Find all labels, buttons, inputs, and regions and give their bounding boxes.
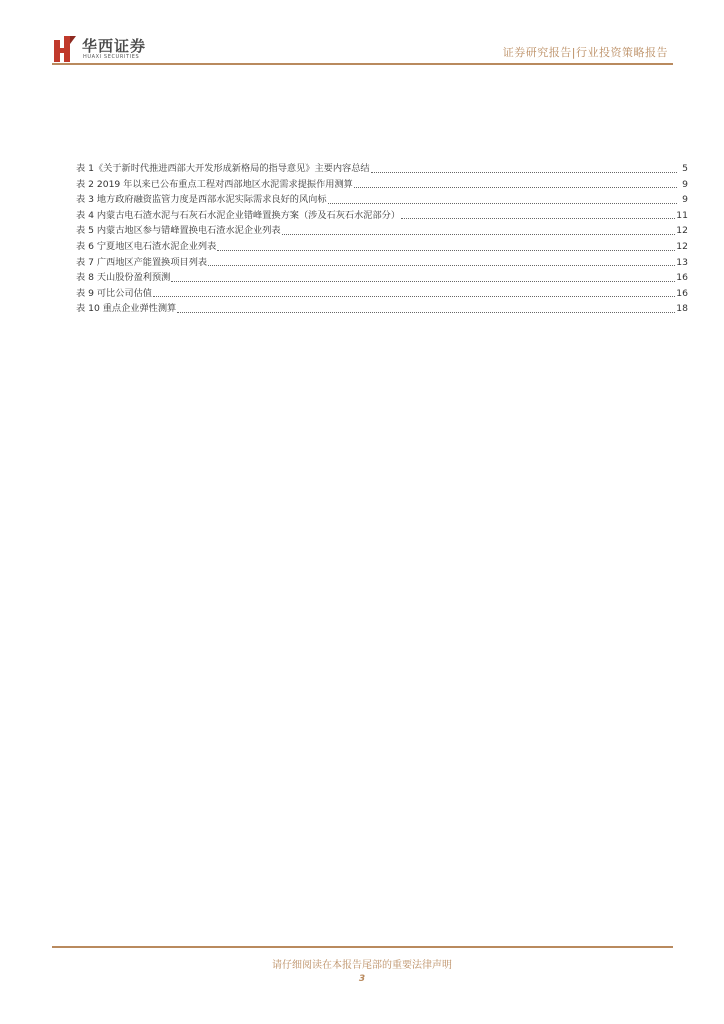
toc-dot-leader [371,172,677,173]
toc-entry-page: 13 [676,256,688,268]
toc-dot-leader [217,250,675,251]
brand-name-cn: 华西证券 [82,37,147,55]
toc-entry[interactable] [76,222,688,238]
toc-entry-title: 表 5 内蒙古地区参与错峰置换电石渣水泥企业列表 [76,225,281,237]
huaxi-logo-icon [52,34,78,64]
legal-disclaimer: 请仔细阅读在本报告尾部的重要法律声明 [272,960,452,971]
page-header [52,30,672,66]
header-divider [52,63,673,65]
toc-entry[interactable] [76,160,688,176]
toc-entry[interactable] [76,191,688,207]
toc-entry-page: 9 [682,178,688,190]
toc-entry-page: 11 [676,209,688,221]
toc-dot-leader [354,187,677,188]
footer-divider [52,946,673,948]
toc-entry-page: 18 [676,303,688,315]
toc-entry[interactable] [76,285,688,301]
toc-entry[interactable] [76,207,688,223]
toc-entry-page: 16 [676,287,688,299]
toc-entry-title: 表 7 广西地区产能置换项目列表 [76,256,208,268]
toc-entry-page: 12 [676,240,688,252]
toc-dot-leader [328,203,677,204]
toc-entry[interactable] [76,238,688,254]
page-number: 3 [358,974,366,984]
toc-entry-page: 9 [682,194,688,206]
toc-dot-leader [171,281,675,282]
toc-entry-page: 12 [676,225,688,237]
toc-entry[interactable] [76,254,688,270]
toc-entry[interactable] [76,176,688,192]
toc-entry-title: 表 1《关于新时代推进西部大开发形成新格局的指导意见》主要内容总结 [76,163,370,174]
toc-entry-title: 表 8 天山股份盈利预测 [76,272,171,284]
toc-entry[interactable] [76,269,688,285]
toc-dot-leader [401,218,675,219]
toc-entry-title: 表 6 宁夏地区电石渣水泥企业列表 [76,240,217,252]
toc-dot-leader [153,296,675,297]
toc-entry-page: 16 [676,272,688,284]
toc-entry-title: 表 10 重点企业弹性测算 [76,303,177,315]
toc-entry-page: 5 [682,163,688,174]
toc-entry-title: 表 3 地方政府融资监管力度是西部水泥实际需求良好的风向标 [76,194,327,206]
toc-dot-leader [177,312,675,313]
toc-dot-leader [282,234,676,235]
report-type-label: 证券研究报告|行业投资策略报告 [502,46,668,59]
toc-entry[interactable] [76,300,688,316]
toc-entry-title: 表 4 内蒙古电石渣水泥与石灰石水泥企业错峰置换方案（涉及石灰石水泥部分） [76,209,401,221]
table-of-tables [76,160,688,316]
brand-name-en: HUAXI SECURITIES [83,54,140,60]
toc-entry-title: 表 9 可比公司估值 [76,287,152,299]
toc-dot-leader [208,265,675,266]
toc-entry-title: 表 2 2019 年以来已公布重点工程对西部地区水泥需求提振作用测算 [76,178,353,190]
